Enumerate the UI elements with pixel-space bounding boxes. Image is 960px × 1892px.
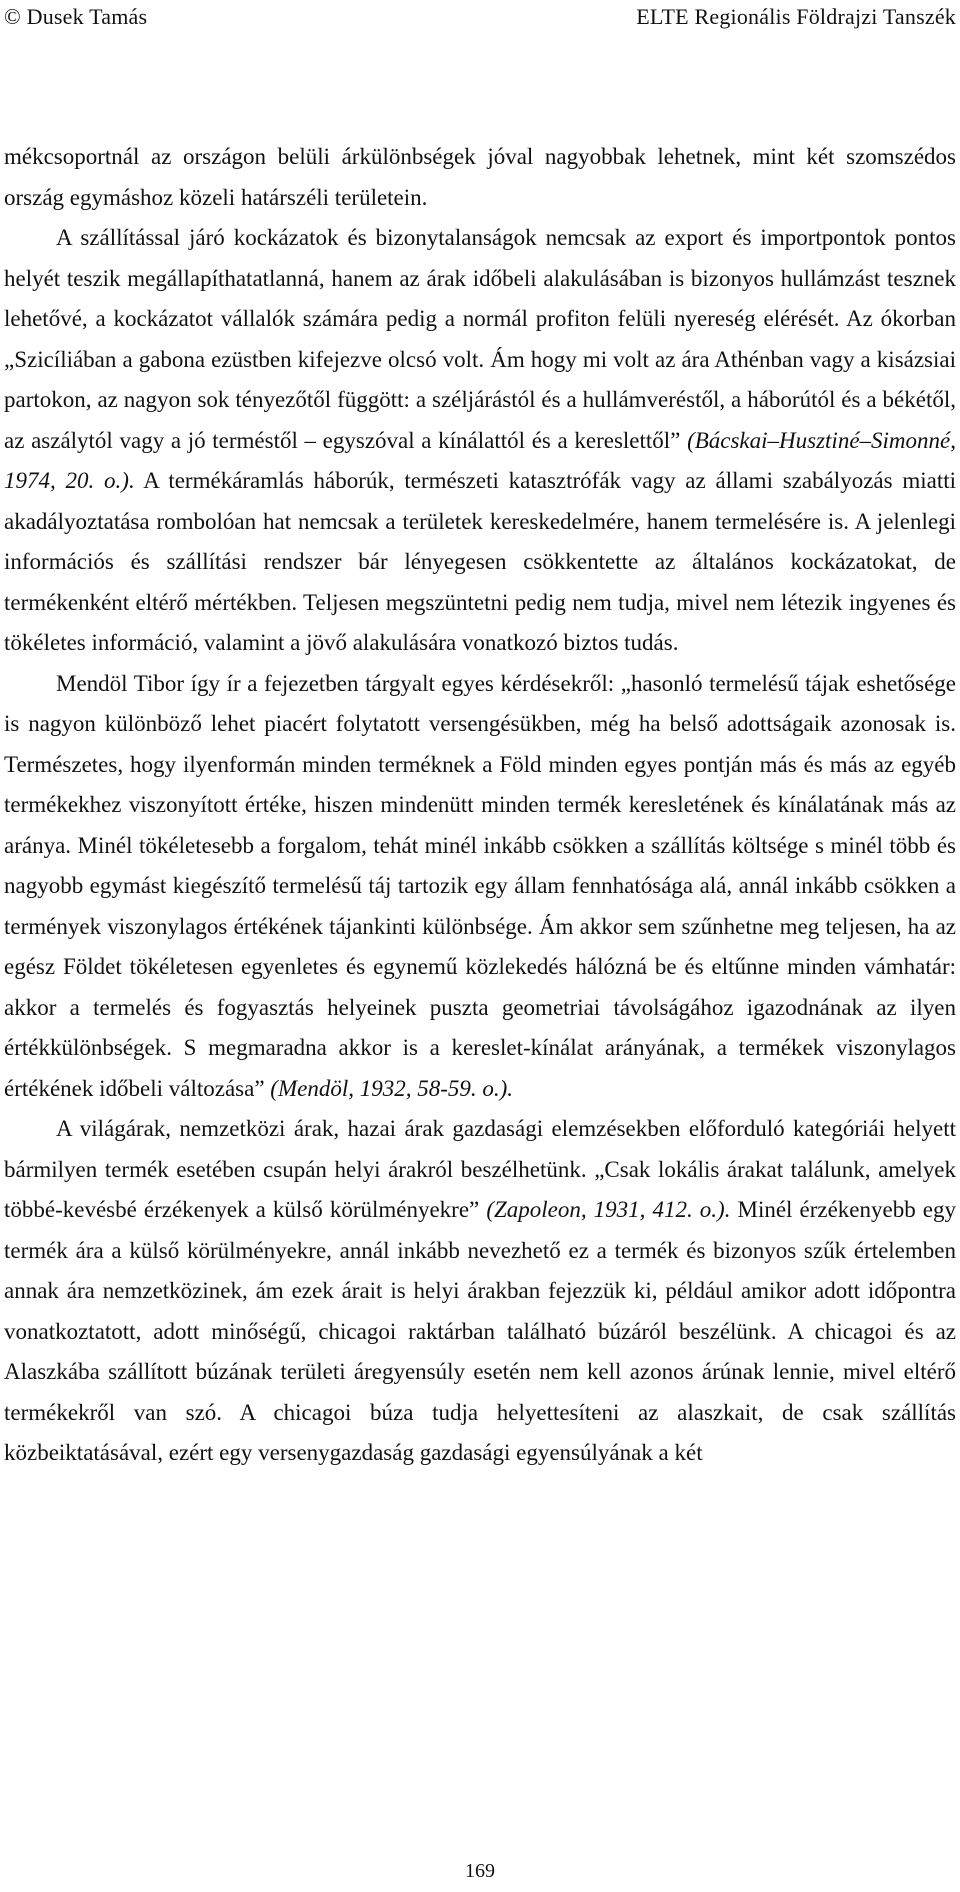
page-number: 169	[465, 1860, 495, 1882]
header-institution: ELTE Regionális Földrajzi Tanszék	[636, 4, 956, 29]
paragraph	[4, 137, 956, 218]
citation: (Bácskai–Husztiné–Simonné, 1974, 20. o.).	[4, 427, 956, 493]
text-run: Mendöl Tibor így ír a fejezetben tárgyalt egyes kérdésekről: „hasonló termelésű tájak eshetősége is nagyon különböző lehet piacért folytatott versengésükben, még ha belső adottságaik azonosak is. Természetes, hogy ilyenformán minden terméknek a Föld minden egyes pontján más és más az egyéb termékekhez viszonyított értéke, hiszen mindenütt minden termék keresletének és kínálatának más az aránya. Minél tökéletesebb a forgalom, tehát minél inkább csökken a szállítás költsége s minél több és nagyobb egymást kiegészítő termelésű táj tartozik egy állam fennhatósága alá, annál inkább csökken a termények viszonylagos értékének tájankinti különbsége. Ám akkor sem szűnhetne meg teljesen, ha az egész Földet tökéletesen egyenletes és egynemű közlekedés hálózná be és eltűnne minden vámhatár: akkor a termelés és fogyasztás helyeinek puszta geometriai távolságához igazodnának az ilyen értékkülönbségek. S megmaradna akkor is a kereslet-kínálat arányának, a termékek viszonylagos értékének időbeli változása”	[4, 670, 956, 1101]
text-run: A szállítással járó kockázatok és bizonytalanságok nemcsak az export és importpontok pontos helyét teszik megállapíthatatlanná, hanem az árak időbeli alakulásában is bizonyos hullámzást tesznek lehetővé, a kockázatot vállalók számára pedig a normál profiton felüli nyereség elérését. Az ókorban „Szicíliában a gabona ezüstben kifejezve olcsó volt. Ám hogy mi volt az ára Athénban vagy a kisázsiai partokon, az nagyon sok tényezőtől függött: a széljárástól és a hullámveréstől, a háborútól és a békétől, az aszálytól vagy a jó terméstől – egyszóval a kínálattól és a kereslettől”	[4, 225, 956, 453]
paragraph	[4, 1109, 956, 1474]
text-run: mékcsoportnál az országon belüli árkülönbségek jóval nagyobbak lehetnek, mint két szomszédos ország egymáshoz közeli határszéli területein.	[4, 144, 956, 210]
running-header	[4, 4, 956, 34]
citation: (Zapoleon, 1931, 412. o.).	[486, 1197, 731, 1222]
text-run: A termékáramlás háborúk, természeti katasztrófák vagy az állami szabályozás miatti akadályoztatása rombolóan hat nemcsak a területek kereskedelmére, hanem termelésére is. A jelenlegi információs és szállítási rendszer bár lényegesen csökkentette az általános kockázatokat, de termékenként eltérő mértékben. Teljesen megszüntetni pedig nem tudja, mivel nem létezik ingyenes és tökéletes információ, valamint a jövő alakulására vonatkozó biztos tudás.	[4, 468, 956, 655]
text-run: Minél érzékenyebb egy termék ára a külső körülményekre, annál inkább nevezhető ez a termék és bizonyos szűk értelemben annak ára nemzetközinek, ám ezek árait is helyi árakban fejezzük ki, például amikor adott időpontra vonatkoztatott, adott minőségű, chicagoi raktárban található búzáról beszélünk. A chicagoi és az Alaszkába szállított búzának területi áregyensúly esetén nem kell azonos árúnak lennie, mivel eltérő termékekről van szó. A chicagoi búza tudja helyettesíteni az alaszkait, de csak szállítás közbeiktatásával, ezért egy versenygazdaság gazdasági egyensúlyának a két	[4, 1197, 956, 1465]
citation: (Mendöl, 1932, 58-59. o.).	[270, 1075, 514, 1101]
header-author: © Dusek Tamás	[4, 4, 148, 29]
paragraph	[4, 664, 956, 1110]
text-run: A világárak, nemzetközi árak, hazai árak gazdasági elemzésekben előforduló kategóriái helyett bármilyen termék esetében csupán helyi árakról beszélhetünk. „Csak lokális árakat találunk, amelyek többé-kevésbé érzékenyek a külső körülményekre”	[4, 1116, 956, 1222]
body-text	[4, 137, 956, 1474]
paragraph	[4, 218, 956, 664]
